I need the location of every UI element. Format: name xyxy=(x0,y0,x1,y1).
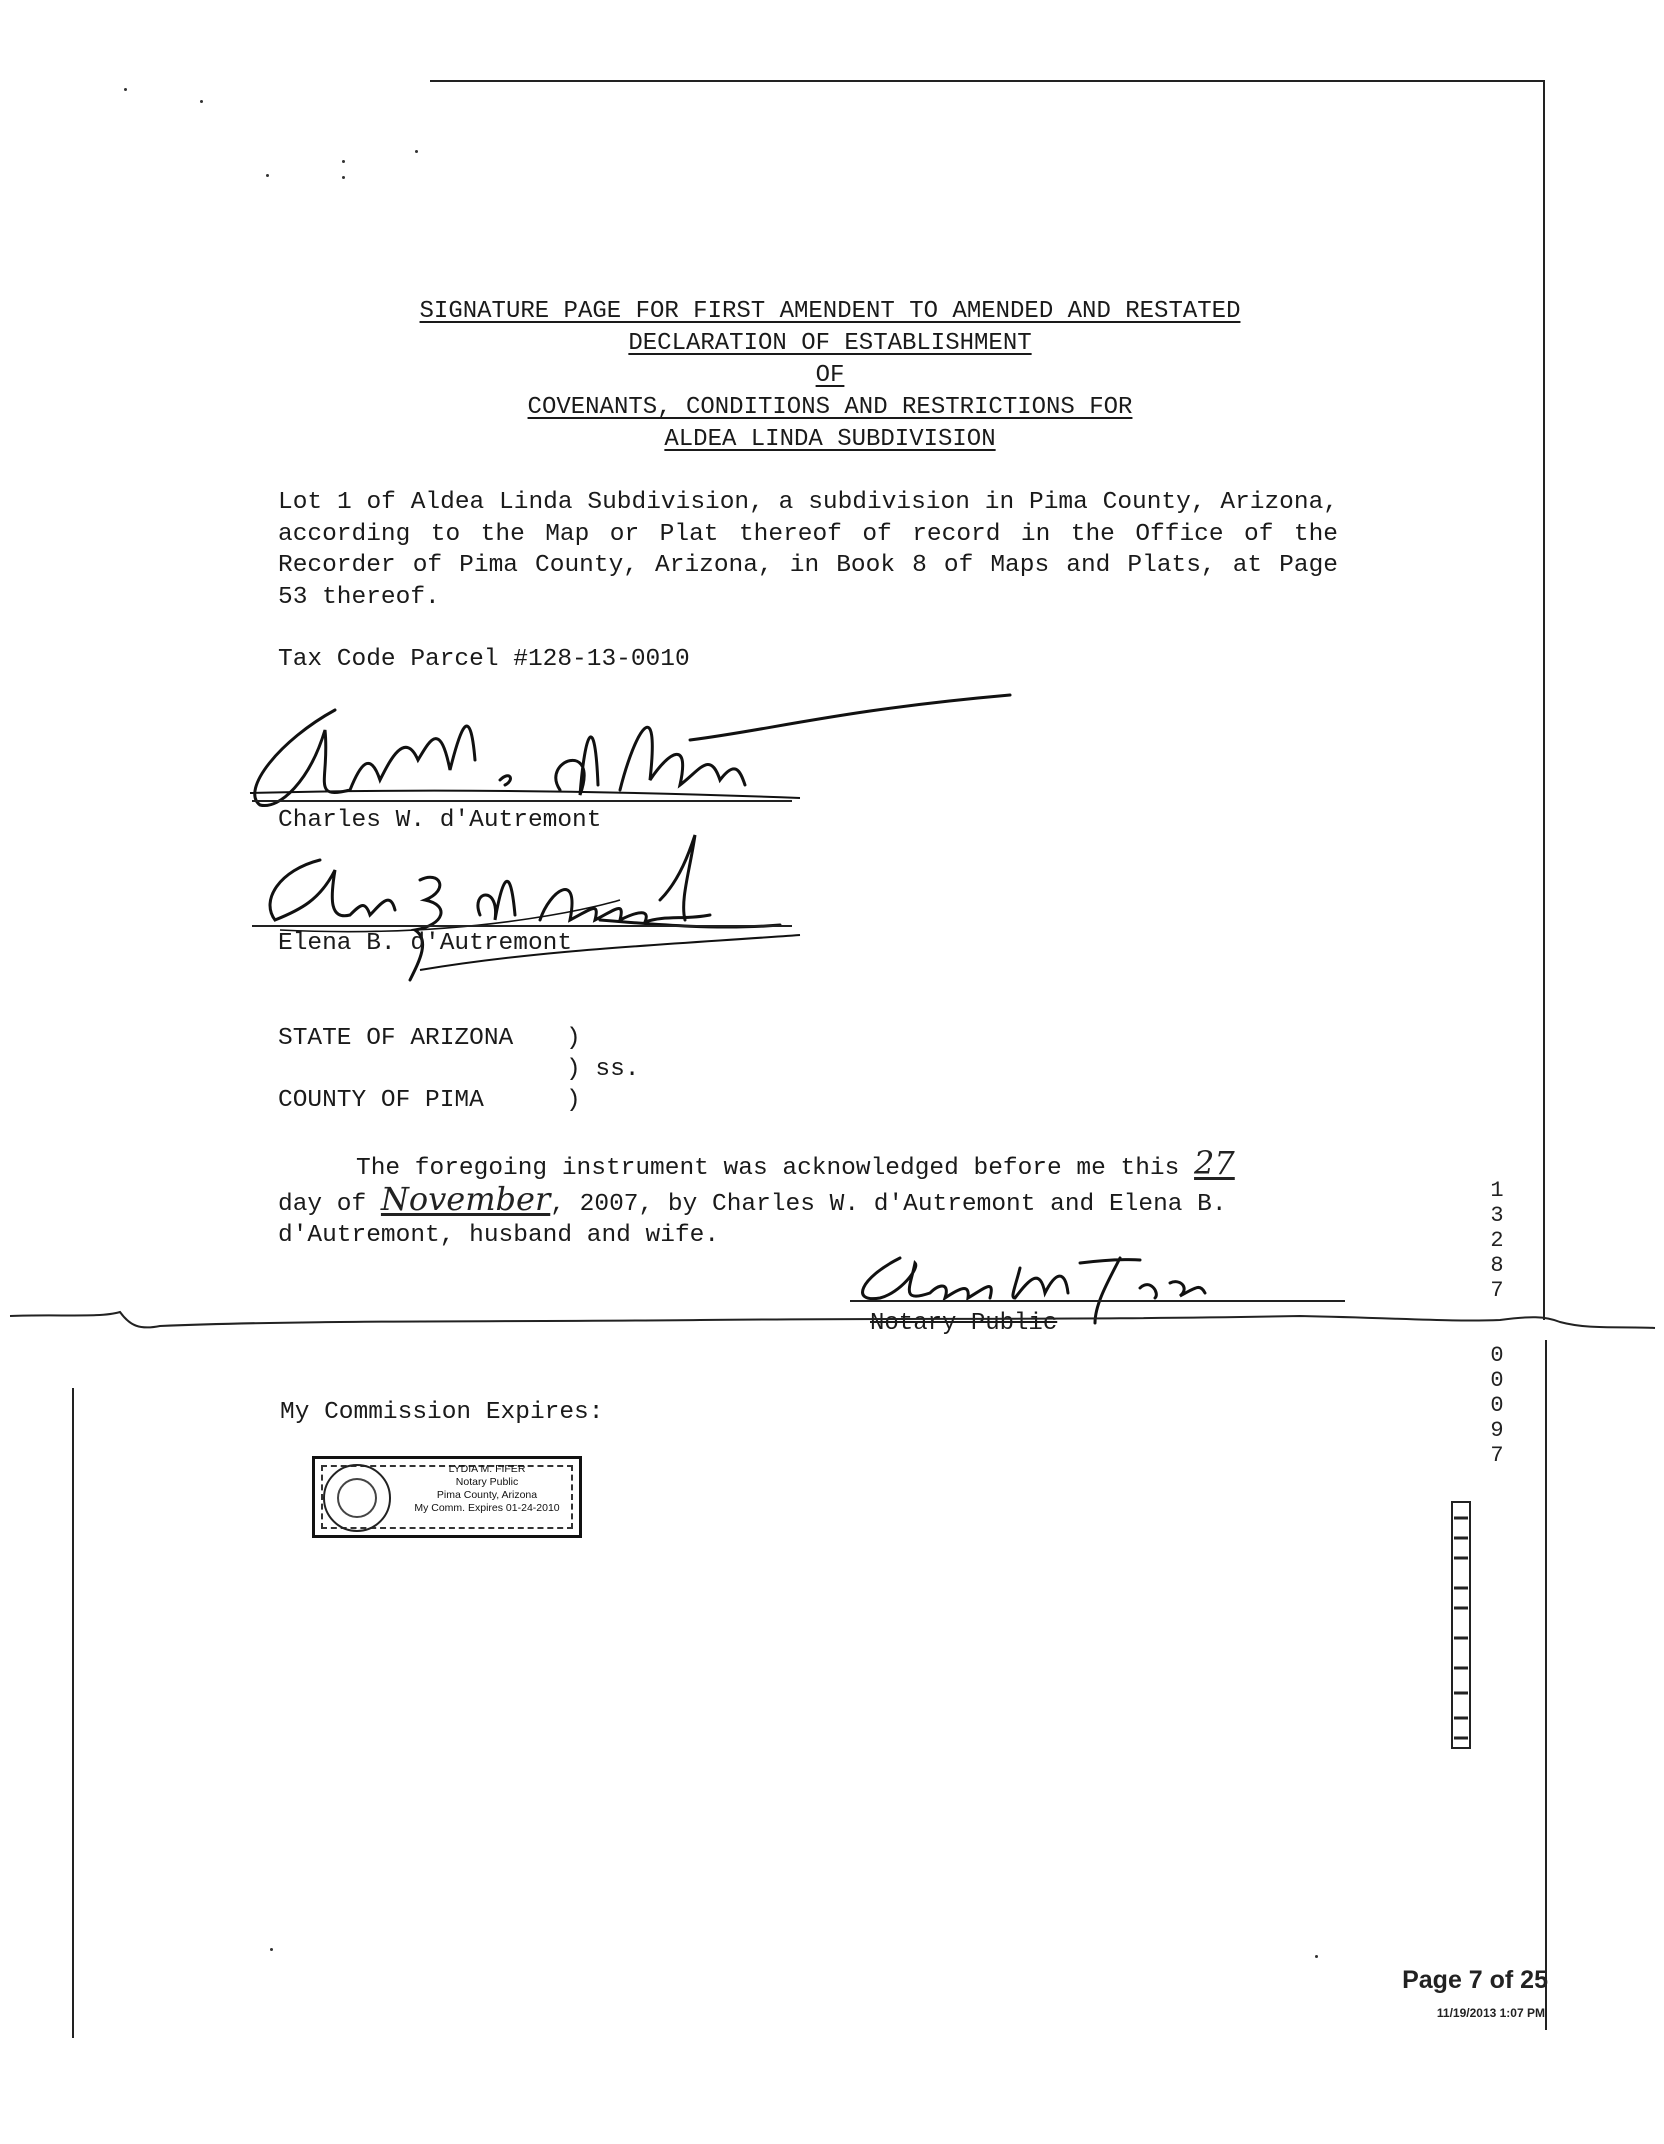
venue-county: COUNTY OF PIMA xyxy=(278,1087,484,1114)
stamp-line-4: My Comm. Expires 01-24-2010 xyxy=(414,1502,560,1514)
fold-line xyxy=(0,1296,1664,1346)
signer-name-1: Charles W. d'Autremont xyxy=(278,807,602,834)
ack-text-2: day of xyxy=(278,1191,367,1218)
venue-state: STATE OF ARIZONA xyxy=(278,1025,514,1052)
ack-month: November xyxy=(380,1180,551,1218)
acknowledgment xyxy=(278,1144,1358,1251)
legal-description: Lot 1 of Aldea Linda Subdivision, a subdivision in Pima County, Arizona, according to the Map or Plat thereof of record in the Office of the Recorder of Pima County, Arizona, in Book 8 of Maps and Plats, at Page 53 thereof. xyxy=(278,489,1338,611)
venue-paren-3: ) xyxy=(566,1087,581,1114)
print-timestamp: 11/19/2013 1:07 PM xyxy=(1436,2006,1545,2020)
ack-day: 27 xyxy=(1194,1144,1235,1182)
tax-code: Tax Code Parcel #128-13-0010 xyxy=(278,646,690,673)
ack-text-1: The foregoing instrument was acknowledged before me this xyxy=(356,1155,1180,1182)
vertical-book-mark xyxy=(1440,1498,1480,1753)
signature-charles xyxy=(240,670,1040,820)
stamp-line-2: Notary Public xyxy=(455,1476,519,1488)
signature-elena xyxy=(240,830,920,990)
stamp-line-1: LYDIA M. FIFER xyxy=(448,1463,526,1475)
venue-paren-1: ) xyxy=(566,1025,581,1052)
frame-left-line xyxy=(72,1388,74,2038)
title-line-1: SIGNATURE PAGE FOR FIRST AMENDENT TO AMENDED AND RESTATED xyxy=(419,298,1241,325)
stamp-line-3: Pima County, Arizona xyxy=(436,1489,538,1501)
notary-public-label: Notary Public xyxy=(870,1310,1058,1337)
commission-expires: My Commission Expires: xyxy=(280,1399,604,1426)
state-seal-icon xyxy=(323,1464,391,1532)
recording-number: 1 3 2 8 7 0 0 0 9 7 xyxy=(1490,1178,1504,1468)
ack-text-3: , 2007, by Charles W. d'Autremont and Elena B. d'Autremont, husband and wife. xyxy=(278,1191,1227,1249)
title-line-3: OF xyxy=(815,362,845,389)
page-number: Page 7 of 25 xyxy=(1402,1966,1548,1994)
stamp-text xyxy=(397,1463,577,1515)
signature-line-1 xyxy=(252,800,792,802)
signature-line-2 xyxy=(252,925,792,927)
frame-right-line xyxy=(1543,80,1545,1320)
frame-right-lower-line xyxy=(1545,1340,1547,2030)
title-line-4: COVENANTS, CONDITIONS AND RESTRICTIONS FOR xyxy=(527,394,1133,421)
title-line-2: DECLARATION OF ESTABLISHMENT xyxy=(628,330,1032,357)
title-line-5: ALDEA LINDA SUBDIVISION xyxy=(664,426,996,453)
frame-top-line xyxy=(430,80,1545,82)
notary-stamp xyxy=(312,1456,582,1538)
document-title xyxy=(260,296,1400,456)
signer-name-2: Elena B. d'Autremont xyxy=(278,930,573,957)
venue-ss: ) ss. xyxy=(566,1056,640,1083)
